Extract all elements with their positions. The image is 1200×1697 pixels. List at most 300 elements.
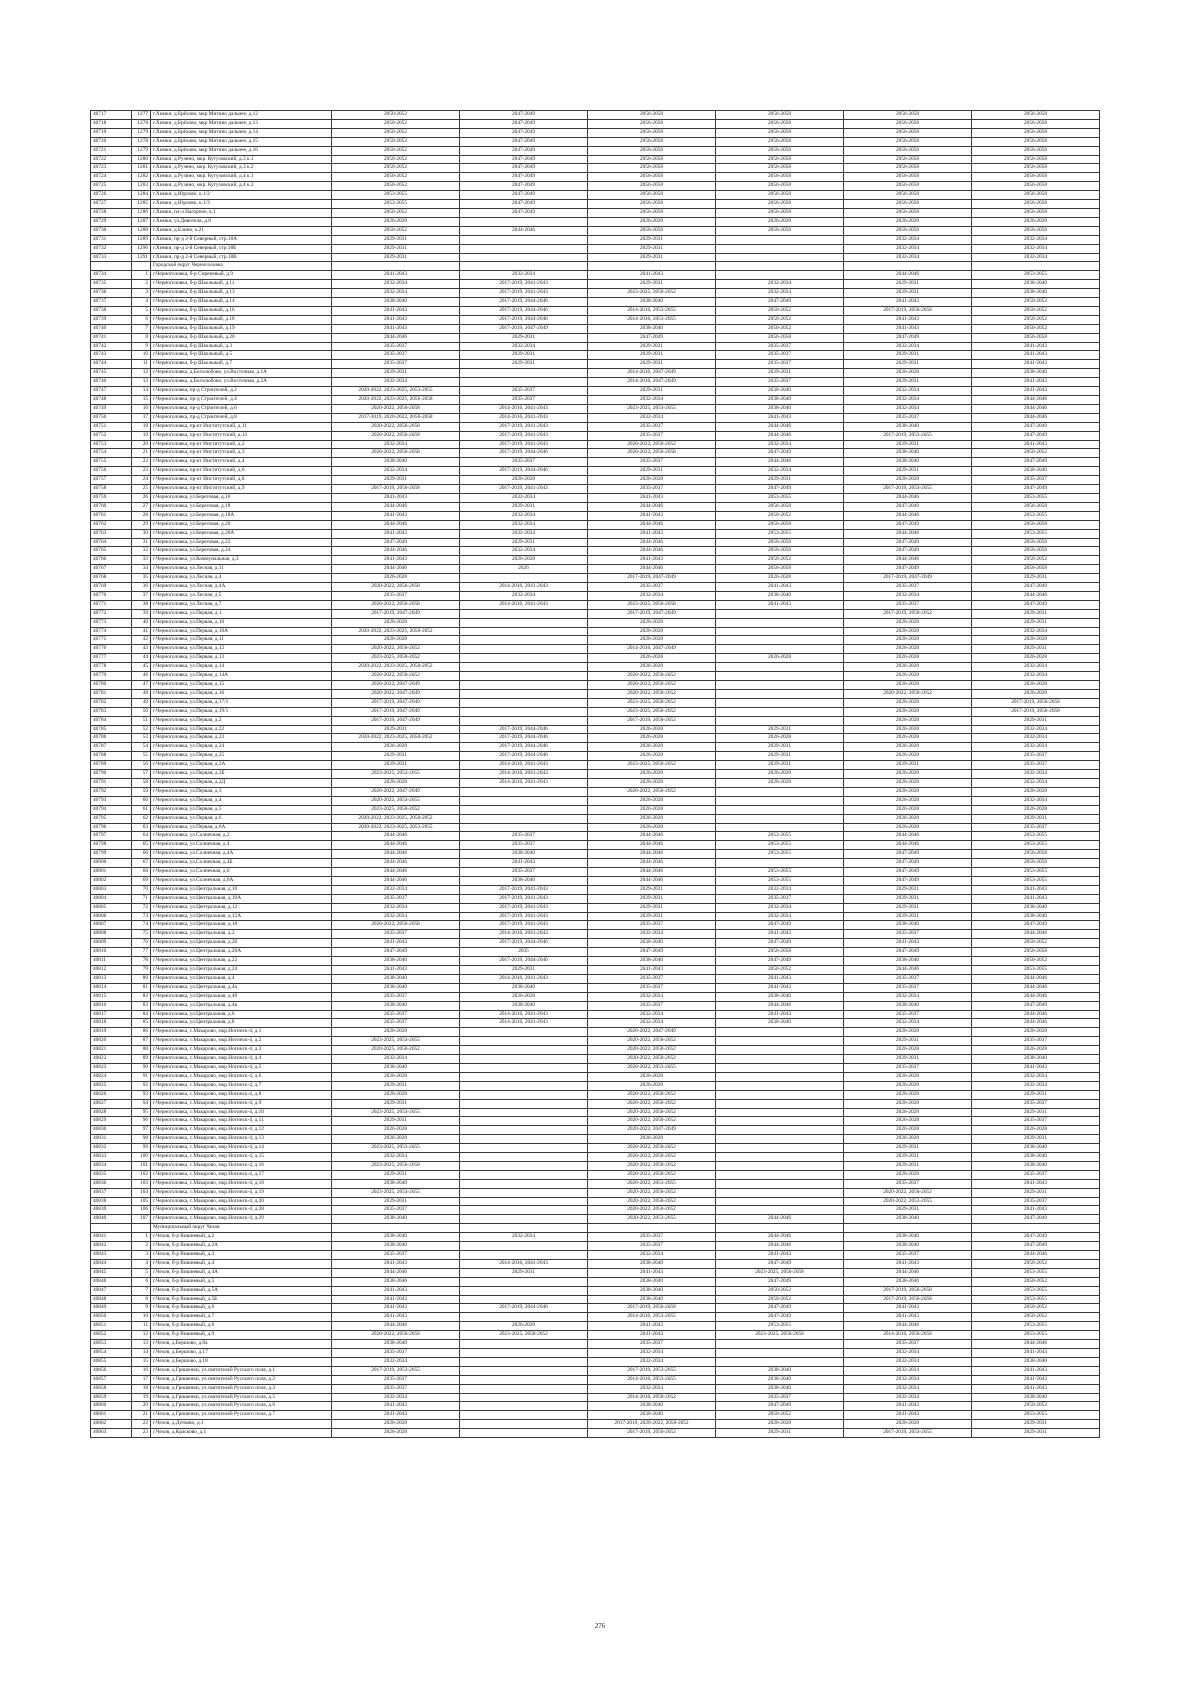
period-cell-3: 2032-2034 <box>588 413 716 422</box>
period-cell-2: 2047-2049 <box>460 164 588 173</box>
period-cell-3: 2020-2022, 2050-2052 <box>588 1046 716 1055</box>
row-id-cell: 40801 <box>91 868 132 877</box>
period-cell-2: 2026 <box>460 565 588 574</box>
period-cell-4: 2056-2058 <box>716 520 844 529</box>
period-cell-4: 2056-2058 <box>716 164 844 173</box>
address-cell: г.Черноголовка, пр-д Строителей, д.6 <box>151 404 332 413</box>
period-cell-1: 2029-2031 <box>332 253 460 262</box>
address-cell: г.Черноголовка, ул.Первая, д.3 <box>151 787 332 796</box>
table-row <box>91 511 1100 520</box>
row-number-cell: 103 <box>132 1179 151 1188</box>
period-cell-1: 2038-2040 <box>332 1063 460 1072</box>
period-cell-1: 2041-2043 <box>332 1304 460 1313</box>
period-cell-6: 2050-2052 <box>972 1402 1100 1411</box>
period-cell-3: 2020-2022, 2047-2049 <box>588 1028 716 1037</box>
period-cell-6: 2050-2052 <box>972 298 1100 307</box>
table-row <box>91 1081 1100 1090</box>
period-cell-3: 2020-2022, 2050-2052 <box>588 1090 716 1099</box>
period-cell-4: 2047-2049 <box>716 921 844 930</box>
period-cell-3: 2020-2022, 2050-2052 <box>588 1206 716 1215</box>
period-cell-3: 2041-2043 <box>588 556 716 565</box>
row-id-cell: 40816 <box>91 1001 132 1010</box>
period-cell-1: 2020-2022, 2050-2052 <box>332 672 460 681</box>
period-cell-2: 2017-2019, 2044-2046 <box>460 725 588 734</box>
row-number-cell: 18 <box>132 422 151 431</box>
address-cell: г.Черноголовка, ул.Лесная, д.4 <box>151 574 332 583</box>
period-cell-2: 2029-2031 <box>460 351 588 360</box>
period-cell-4 <box>716 1081 844 1090</box>
address-cell: г.Химки, д.Юрлово, к.1/3 <box>151 200 332 209</box>
period-cell-2: 2017-2019, 2044-2046 <box>460 467 588 476</box>
period-cell-1: 2035-2037 <box>332 992 460 1001</box>
period-cell-6: 2032-2034 <box>972 743 1100 752</box>
table-row <box>91 618 1100 627</box>
period-cell-2: 2014-2016, 2041-2043 <box>460 1019 588 1028</box>
row-id-cell: 40757 <box>91 476 132 485</box>
period-cell-1: 2035-2037 <box>332 1206 460 1215</box>
period-cell-1: 2020-2022, 2056-2058 <box>332 600 460 609</box>
table-row <box>91 948 1100 957</box>
period-cell-1: 2044-2046 <box>332 520 460 529</box>
table-row <box>91 894 1100 903</box>
period-cell-2: 2014-2016, 2041-2043 <box>460 778 588 787</box>
period-cell-1: 2032-2034 <box>332 1357 460 1366</box>
period-cell-4: 2044-2046 <box>716 422 844 431</box>
period-cell-1: 2032-2034 <box>332 378 460 387</box>
period-cell-4: 2056-2058 <box>716 182 844 191</box>
period-cell-3: 2041-2043 <box>588 966 716 975</box>
period-cell-5: 2047-2049 <box>844 547 972 556</box>
address-cell: г.Чехов, д.Гришенки, ул.святителей Русского поля, д.2 <box>151 1375 332 1384</box>
period-cell-5: 2032-2034 <box>844 235 972 244</box>
table-row <box>91 591 1100 600</box>
period-cell-3: 2041-2043 <box>588 271 716 280</box>
period-cell-2: 2017-2019, 2044-2046 <box>460 1304 588 1313</box>
row-id-cell: 40747 <box>91 387 132 396</box>
period-cell-2 <box>460 1411 588 1420</box>
row-number-cell: 67 <box>132 859 151 868</box>
period-cell-2: 2017-2019, 2044-2046 <box>460 298 588 307</box>
period-cell-6: 2041-2043 <box>972 378 1100 387</box>
row-id-cell: 40791 <box>91 778 132 787</box>
period-cell-1: 2044-2046 <box>332 876 460 885</box>
period-cell-1: 2026-2028 <box>332 574 460 583</box>
row-id-cell: 40762 <box>91 520 132 529</box>
period-cell-3: 2026-2028 <box>588 752 716 761</box>
period-cell-6: 2044-2046 <box>972 591 1100 600</box>
period-cell-6: 2047-2049 <box>972 1233 1100 1242</box>
address-cell: г.Черноголовка, с.Макарово, мкр.Ногинск-4, д.7 <box>151 1081 332 1090</box>
period-cell-2 <box>460 689 588 698</box>
row-number-cell: 3 <box>132 289 151 298</box>
period-cell-3: 2038-2040 <box>588 1259 716 1268</box>
row-number-cell: 21 <box>132 449 151 458</box>
address-cell: г.Черноголовка, пр-кт Институтский, д.13 <box>151 431 332 440</box>
period-cell-5: 2041-2043 <box>844 315 972 324</box>
period-cell-5: 2038-2040 <box>844 449 972 458</box>
period-cell-1: 2032-2034 <box>332 903 460 912</box>
period-cell-6: 2050-2052 <box>972 1259 1100 1268</box>
row-number-cell: 63 <box>132 823 151 832</box>
period-cell-6: 2053-2055 <box>972 511 1100 520</box>
table-row <box>91 1090 1100 1099</box>
period-cell-1: 2044-2046 <box>332 565 460 574</box>
table-row <box>91 1028 1100 1037</box>
period-cell-1: 2050-2052 <box>332 155 460 164</box>
period-cell-3: 2026-2028 <box>588 654 716 663</box>
address-cell: г.Черноголовка, ул.Центральная, д.4а <box>151 983 332 992</box>
row-id-cell: 40859 <box>91 1393 132 1402</box>
table-row <box>91 743 1100 752</box>
table-row <box>91 235 1100 244</box>
row-number-cell: 98 <box>132 1135 151 1144</box>
row-number-cell: 6 <box>132 315 151 324</box>
period-cell-5: 2026-2028 <box>844 1046 972 1055</box>
period-cell-6: 2041-2043 <box>972 1179 1100 1188</box>
period-cell-5: 2032-2034 <box>844 1357 972 1366</box>
row-id-cell: 40814 <box>91 983 132 992</box>
period-cell-6: 2029-2031 <box>972 814 1100 823</box>
table-row <box>91 306 1100 315</box>
period-cell-6: 2041-2043 <box>972 440 1100 449</box>
period-cell-5: 2044-2046 <box>844 832 972 841</box>
period-cell-1: 2041-2043 <box>332 1402 460 1411</box>
period-cell-3: 2041-2043 <box>588 1322 716 1331</box>
table-body <box>91 111 1100 1438</box>
period-cell-5: 2035-2037 <box>844 983 972 992</box>
period-cell-2 <box>460 1313 588 1322</box>
period-cell-1: 2035-2037 <box>332 351 460 360</box>
period-cell-1: 2044-2046 <box>332 868 460 877</box>
period-cell-2 <box>460 1135 588 1144</box>
address-cell: г.Черноголовка, ул.Первая, д.22 <box>151 725 332 734</box>
address-cell: г.Черноголовка, пр-д Строителей, д.4 <box>151 396 332 405</box>
address-cell: г.Химки, д.Брёхово, мкр Митино дальнее, д.16 <box>151 146 332 155</box>
period-cell-2 <box>460 796 588 805</box>
period-cell-4: 2056-2058 <box>716 173 844 182</box>
period-cell-2: 2014-2016, 2041-2043 <box>460 974 588 983</box>
row-id-cell: 40863 <box>91 1429 132 1438</box>
row-id-cell: 40831 <box>91 1135 132 1144</box>
table-row <box>91 966 1100 975</box>
row-id-cell: 40773 <box>91 618 132 627</box>
period-cell-3: 2020-2022, 2050-2052 <box>588 1108 716 1117</box>
row-number-cell: 41 <box>132 627 151 636</box>
row-number-cell: 47 <box>132 681 151 690</box>
period-cell-2: 2014-2016, 2041-2043 <box>460 1010 588 1019</box>
period-cell-4 <box>716 235 844 244</box>
period-cell-2 <box>460 681 588 690</box>
period-cell-4: 2023-2025, 2056-2058 <box>716 1268 844 1277</box>
period-cell-3: 2056-2058 <box>588 191 716 200</box>
period-cell-5: 2020-2022, 2050-2052 <box>844 689 972 698</box>
period-cell-6: 2053-2055 <box>972 966 1100 975</box>
table-row <box>91 1144 1100 1153</box>
table-row <box>91 992 1100 1001</box>
period-cell-6: 2050-2052 <box>972 449 1100 458</box>
row-number-cell: 50 <box>132 707 151 716</box>
row-number-cell: 43 <box>132 645 151 654</box>
address-cell: г.Черноголовка, с.Макарово, мкр.Ногинск-4, д.20 <box>151 1197 332 1206</box>
period-cell-2: 2047-2049 <box>460 146 588 155</box>
table-row <box>91 280 1100 289</box>
table-row <box>91 1357 1100 1366</box>
period-cell-6: 2056-2058 <box>972 520 1100 529</box>
period-cell-1: 2032-2034 <box>332 1393 460 1402</box>
row-number-cell: 62 <box>132 814 151 823</box>
period-cell-4 <box>716 698 844 707</box>
table-row <box>91 1313 1100 1322</box>
table-row <box>91 600 1100 609</box>
row-number-cell: 60 <box>132 796 151 805</box>
period-cell-5: 2044-2046 <box>844 511 972 520</box>
row-id-cell: 40776 <box>91 645 132 654</box>
period-cell-5: 2047-2049 <box>844 333 972 342</box>
table-row <box>91 1277 1100 1286</box>
row-number-cell: 54 <box>132 743 151 752</box>
address-cell: г.Черноголовка, ул.Береговая, д.16 <box>151 493 332 502</box>
period-cell-4 <box>716 1046 844 1055</box>
row-number-cell: 1 <box>132 1233 151 1242</box>
period-cell-4: 2038-2040 <box>716 1375 844 1384</box>
period-cell-1: 2035-2037 <box>332 930 460 939</box>
period-cell-3: 2056-2058 <box>588 155 716 164</box>
period-cell-6: 2032-2034 <box>972 778 1100 787</box>
address-cell: г.Черноголовка, ул.Первая, д.14А <box>151 672 332 681</box>
period-cell-1: 2050-2052 <box>332 128 460 137</box>
period-cell-1: 2035-2037 <box>332 360 460 369</box>
period-cell-6: 2017-2019, 2056-2058 <box>972 698 1100 707</box>
row-id-cell: 40785 <box>91 725 132 734</box>
period-cell-4: 2047-2049 <box>716 1259 844 1268</box>
period-cell-1: 2020-2022, 2023-2025, 2050-2052 <box>332 627 460 636</box>
period-cell-3: 2029-2031 <box>588 894 716 903</box>
address-cell: г.Черноголовка, ул.Первая, д.23 <box>151 734 332 743</box>
address-cell: г.Чехов, б-р Вишневый, д.9 <box>151 1331 332 1340</box>
row-number-cell: 100 <box>132 1153 151 1162</box>
period-cell-2: 2038-2040 <box>460 1001 588 1010</box>
table-row <box>91 529 1100 538</box>
row-number-cell: 13 <box>132 378 151 387</box>
period-cell-6: 2029-2031 <box>972 1090 1100 1099</box>
table-row <box>91 689 1100 698</box>
address-cell: г.Черноголовка, пр-д Строителей, д.2 <box>151 387 332 396</box>
period-cell-1: 2020-2022, 2047-2049 <box>332 681 460 690</box>
period-cell-6: 2056-2058 <box>972 226 1100 235</box>
period-cell-6: 2053-2055 <box>972 868 1100 877</box>
period-cell-5: 2038-2040 <box>844 1001 972 1010</box>
table-row <box>91 716 1100 725</box>
table-row <box>91 1010 1100 1019</box>
period-cell-6: 2026-2028 <box>972 681 1100 690</box>
period-cell-1: 2017-2019, 2020-2022, 2056-2058 <box>332 413 460 422</box>
period-cell-2: 2035-2037 <box>460 832 588 841</box>
period-cell-2: 2035-2037 <box>460 387 588 396</box>
period-cell-6: 2047-2049 <box>972 583 1100 592</box>
period-cell-2: 2017-2019, 2044-2046 <box>460 743 588 752</box>
period-cell-2: 2017-2019, 2041-2043 <box>460 289 588 298</box>
period-cell-4 <box>716 262 844 271</box>
period-cell-6: 2056-2058 <box>972 333 1100 342</box>
period-cell-2: 2029-2031 <box>460 333 588 342</box>
period-cell-3: 2035-2037 <box>588 583 716 592</box>
row-id-cell: 40851 <box>91 1322 132 1331</box>
period-cell-4: 2056-2058 <box>716 502 844 511</box>
period-cell-4: 2044-2046 <box>716 1233 844 1242</box>
table-row <box>91 1063 1100 1072</box>
row-number-cell: 75 <box>132 930 151 939</box>
period-cell-2 <box>460 1215 588 1224</box>
period-cell-6: 2035-2037 <box>972 823 1100 832</box>
period-cell-1: 2020-2022, 2056-2058 <box>332 1331 460 1340</box>
table-row <box>91 787 1100 796</box>
period-cell-6: 2056-2058 <box>972 155 1100 164</box>
period-cell-2 <box>460 1126 588 1135</box>
table-row <box>91 1197 1100 1206</box>
period-cell-3: 2017-2019, 2050-2052 <box>588 1429 716 1438</box>
period-cell-5: 2026-2028 <box>844 476 972 485</box>
period-cell-5: 2041-2043 <box>844 1402 972 1411</box>
period-cell-6: 2047-2049 <box>972 485 1100 494</box>
table-row <box>91 725 1100 734</box>
period-cell-3: 2056-2058 <box>588 137 716 146</box>
table-row <box>91 796 1100 805</box>
period-cell-1: 2053-2055 <box>332 191 460 200</box>
period-cell-5: 2035-2037 <box>844 1063 972 1072</box>
period-cell-6: 2047-2049 <box>972 458 1100 467</box>
table-row <box>91 1153 1100 1162</box>
period-cell-2: 2029-2031 <box>460 360 588 369</box>
period-cell-6: 2026-2028 <box>972 1126 1100 1135</box>
period-cell-1: 2038-2040 <box>332 1179 460 1188</box>
period-cell-3: 2020-2022, 2053-2055 <box>588 1063 716 1072</box>
address-cell: г.Черноголовка, ул.Лесная, д.4А <box>151 583 332 592</box>
address-cell: г.Черноголовка, ул.Первая, д.16 <box>151 689 332 698</box>
period-cell-5: 2029-2031 <box>844 1206 972 1215</box>
period-cell-5: 2029-2031 <box>844 360 972 369</box>
row-number-cell: 90 <box>132 1063 151 1072</box>
row-number-cell: 23 <box>132 467 151 476</box>
period-cell-6: 2056-2058 <box>972 164 1100 173</box>
period-cell-5: 2038-2040 <box>844 921 972 930</box>
period-cell-6: 2056-2058 <box>972 119 1100 128</box>
period-cell-5: 2026-2028 <box>844 1028 972 1037</box>
period-cell-2 <box>460 1072 588 1081</box>
period-cell-3: 2020-2022, 2050-2052 <box>588 681 716 690</box>
period-cell-1 <box>332 1224 460 1233</box>
period-cell-2: 2032-2034 <box>460 520 588 529</box>
section-header-row <box>91 1224 1100 1233</box>
period-cell-5: 2026-2028 <box>844 1081 972 1090</box>
period-cell-5: 2032-2034 <box>844 1375 972 1384</box>
address-cell: г.Черноголовка, ул.Центральная, д.20А <box>151 948 332 957</box>
address-cell: г.Черноголовка, ул.Береговая, д.20А <box>151 529 332 538</box>
row-number-cell: 88 <box>132 1046 151 1055</box>
period-cell-3: 2014-2016, 2053-2055 <box>588 306 716 315</box>
period-cell-1: 2020-2022, 2056-2058 <box>332 431 460 440</box>
period-cell-6: 2041-2043 <box>972 360 1100 369</box>
row-id-cell: 40743 <box>91 351 132 360</box>
period-cell-3: 2026-2028 <box>588 636 716 645</box>
period-cell-5: 2029-2031 <box>844 912 972 921</box>
period-cell-3: 2020-2022, 2053-2055 <box>588 1179 716 1188</box>
address-cell: г.Чехов, д.Гришенки, ул.святителей Русского поля, д.7 <box>151 1411 332 1420</box>
address-cell: г.Химки, пр-д 2-й Северный, стр.18А <box>151 235 332 244</box>
period-cell-3: 2056-2058 <box>588 200 716 209</box>
period-cell-2: 2014-2016, 2041-2043 <box>460 413 588 422</box>
period-cell-3: 2044-2046 <box>588 547 716 556</box>
period-cell-4: 2041-2043 <box>716 983 844 992</box>
period-cell-1: 2041-2043 <box>332 556 460 565</box>
row-id-cell: 40784 <box>91 716 132 725</box>
period-cell-5: 2035-2037 <box>844 1179 972 1188</box>
period-cell-2 <box>460 1108 588 1117</box>
table-row <box>91 342 1100 351</box>
row-id-cell: 40807 <box>91 921 132 930</box>
period-cell-3: 2041-2043 <box>588 529 716 538</box>
address-cell: г.Черноголовка, ул.Первая, д.19/1 <box>151 707 332 716</box>
period-cell-6: 2026-2028 <box>972 689 1100 698</box>
table-row <box>91 1170 1100 1179</box>
period-cell-1: 2023-2025, 2050-2052 <box>332 654 460 663</box>
period-cell-5: 2032-2034 <box>844 396 972 405</box>
period-cell-4 <box>716 253 844 262</box>
period-cell-2: 2017-2019, 2044-2046 <box>460 449 588 458</box>
period-cell-3: 2056-2058 <box>588 164 716 173</box>
period-cell-3: 2020-2022, 2050-2052 <box>588 1161 716 1170</box>
row-id-cell: 40751 <box>91 422 132 431</box>
period-cell-6: 2029-2031 <box>972 1429 1100 1438</box>
table-row <box>91 850 1100 859</box>
row-number-cell: 17 <box>132 413 151 422</box>
period-cell-5: 2047-2049 <box>844 876 972 885</box>
period-cell-6: 2047-2049 <box>972 1215 1100 1224</box>
period-cell-2: 2035 <box>460 948 588 957</box>
period-cell-2 <box>460 1295 588 1304</box>
period-cell-4: 2053-2055 <box>716 841 844 850</box>
period-cell-2 <box>460 1286 588 1295</box>
row-id-cell: 40818 <box>91 1019 132 1028</box>
period-cell-4: 2056-2058 <box>716 538 844 547</box>
address-cell: г.Черноголовка, пр-кт Институтский, д.4 <box>151 458 332 467</box>
period-cell-3: 2032-2034 <box>588 930 716 939</box>
table-row <box>91 876 1100 885</box>
period-cell-2: 2017-2019, 2044-2046 <box>460 957 588 966</box>
table-row <box>91 1429 1100 1438</box>
period-cell-1: 2026-2028 <box>332 743 460 752</box>
address-cell: г.Черноголовка, с.Макарово, мкр.Ногинск-4, д.6 <box>151 1072 332 1081</box>
address-cell: г.Черноголовка, ул.Центральная, д.24 <box>151 966 332 975</box>
period-cell-4: 2056-2058 <box>716 948 844 957</box>
period-cell-1: 2050-2052 <box>332 182 460 191</box>
table-row <box>91 1001 1100 1010</box>
period-cell-4 <box>716 716 844 725</box>
table-row <box>91 182 1100 191</box>
address-cell: г.Черноголовка, ул.Первая, д.11 <box>151 636 332 645</box>
period-cell-4: 2041-2043 <box>716 1251 844 1260</box>
period-cell-4: 2041-2043 <box>716 930 844 939</box>
address-cell: г.Химки, пр-д 2-й Северный, стр.18Б <box>151 244 332 253</box>
period-cell-5: 2032-2034 <box>844 342 972 351</box>
period-cell-6: 2044-2046 <box>972 1251 1100 1260</box>
address-cell: г.Черноголовка, ул.Центральная, д.10А <box>151 894 332 903</box>
period-cell-2: 2032-2034 <box>460 271 588 280</box>
row-number-cell: 15 <box>132 396 151 405</box>
period-cell-6: 2032-2034 <box>972 1081 1100 1090</box>
address-cell: г.Черноголовка, ул.Центральная, д.4 <box>151 974 332 983</box>
row-id-cell: 40844 <box>91 1259 132 1268</box>
period-cell-3: 2035-2037 <box>588 422 716 431</box>
